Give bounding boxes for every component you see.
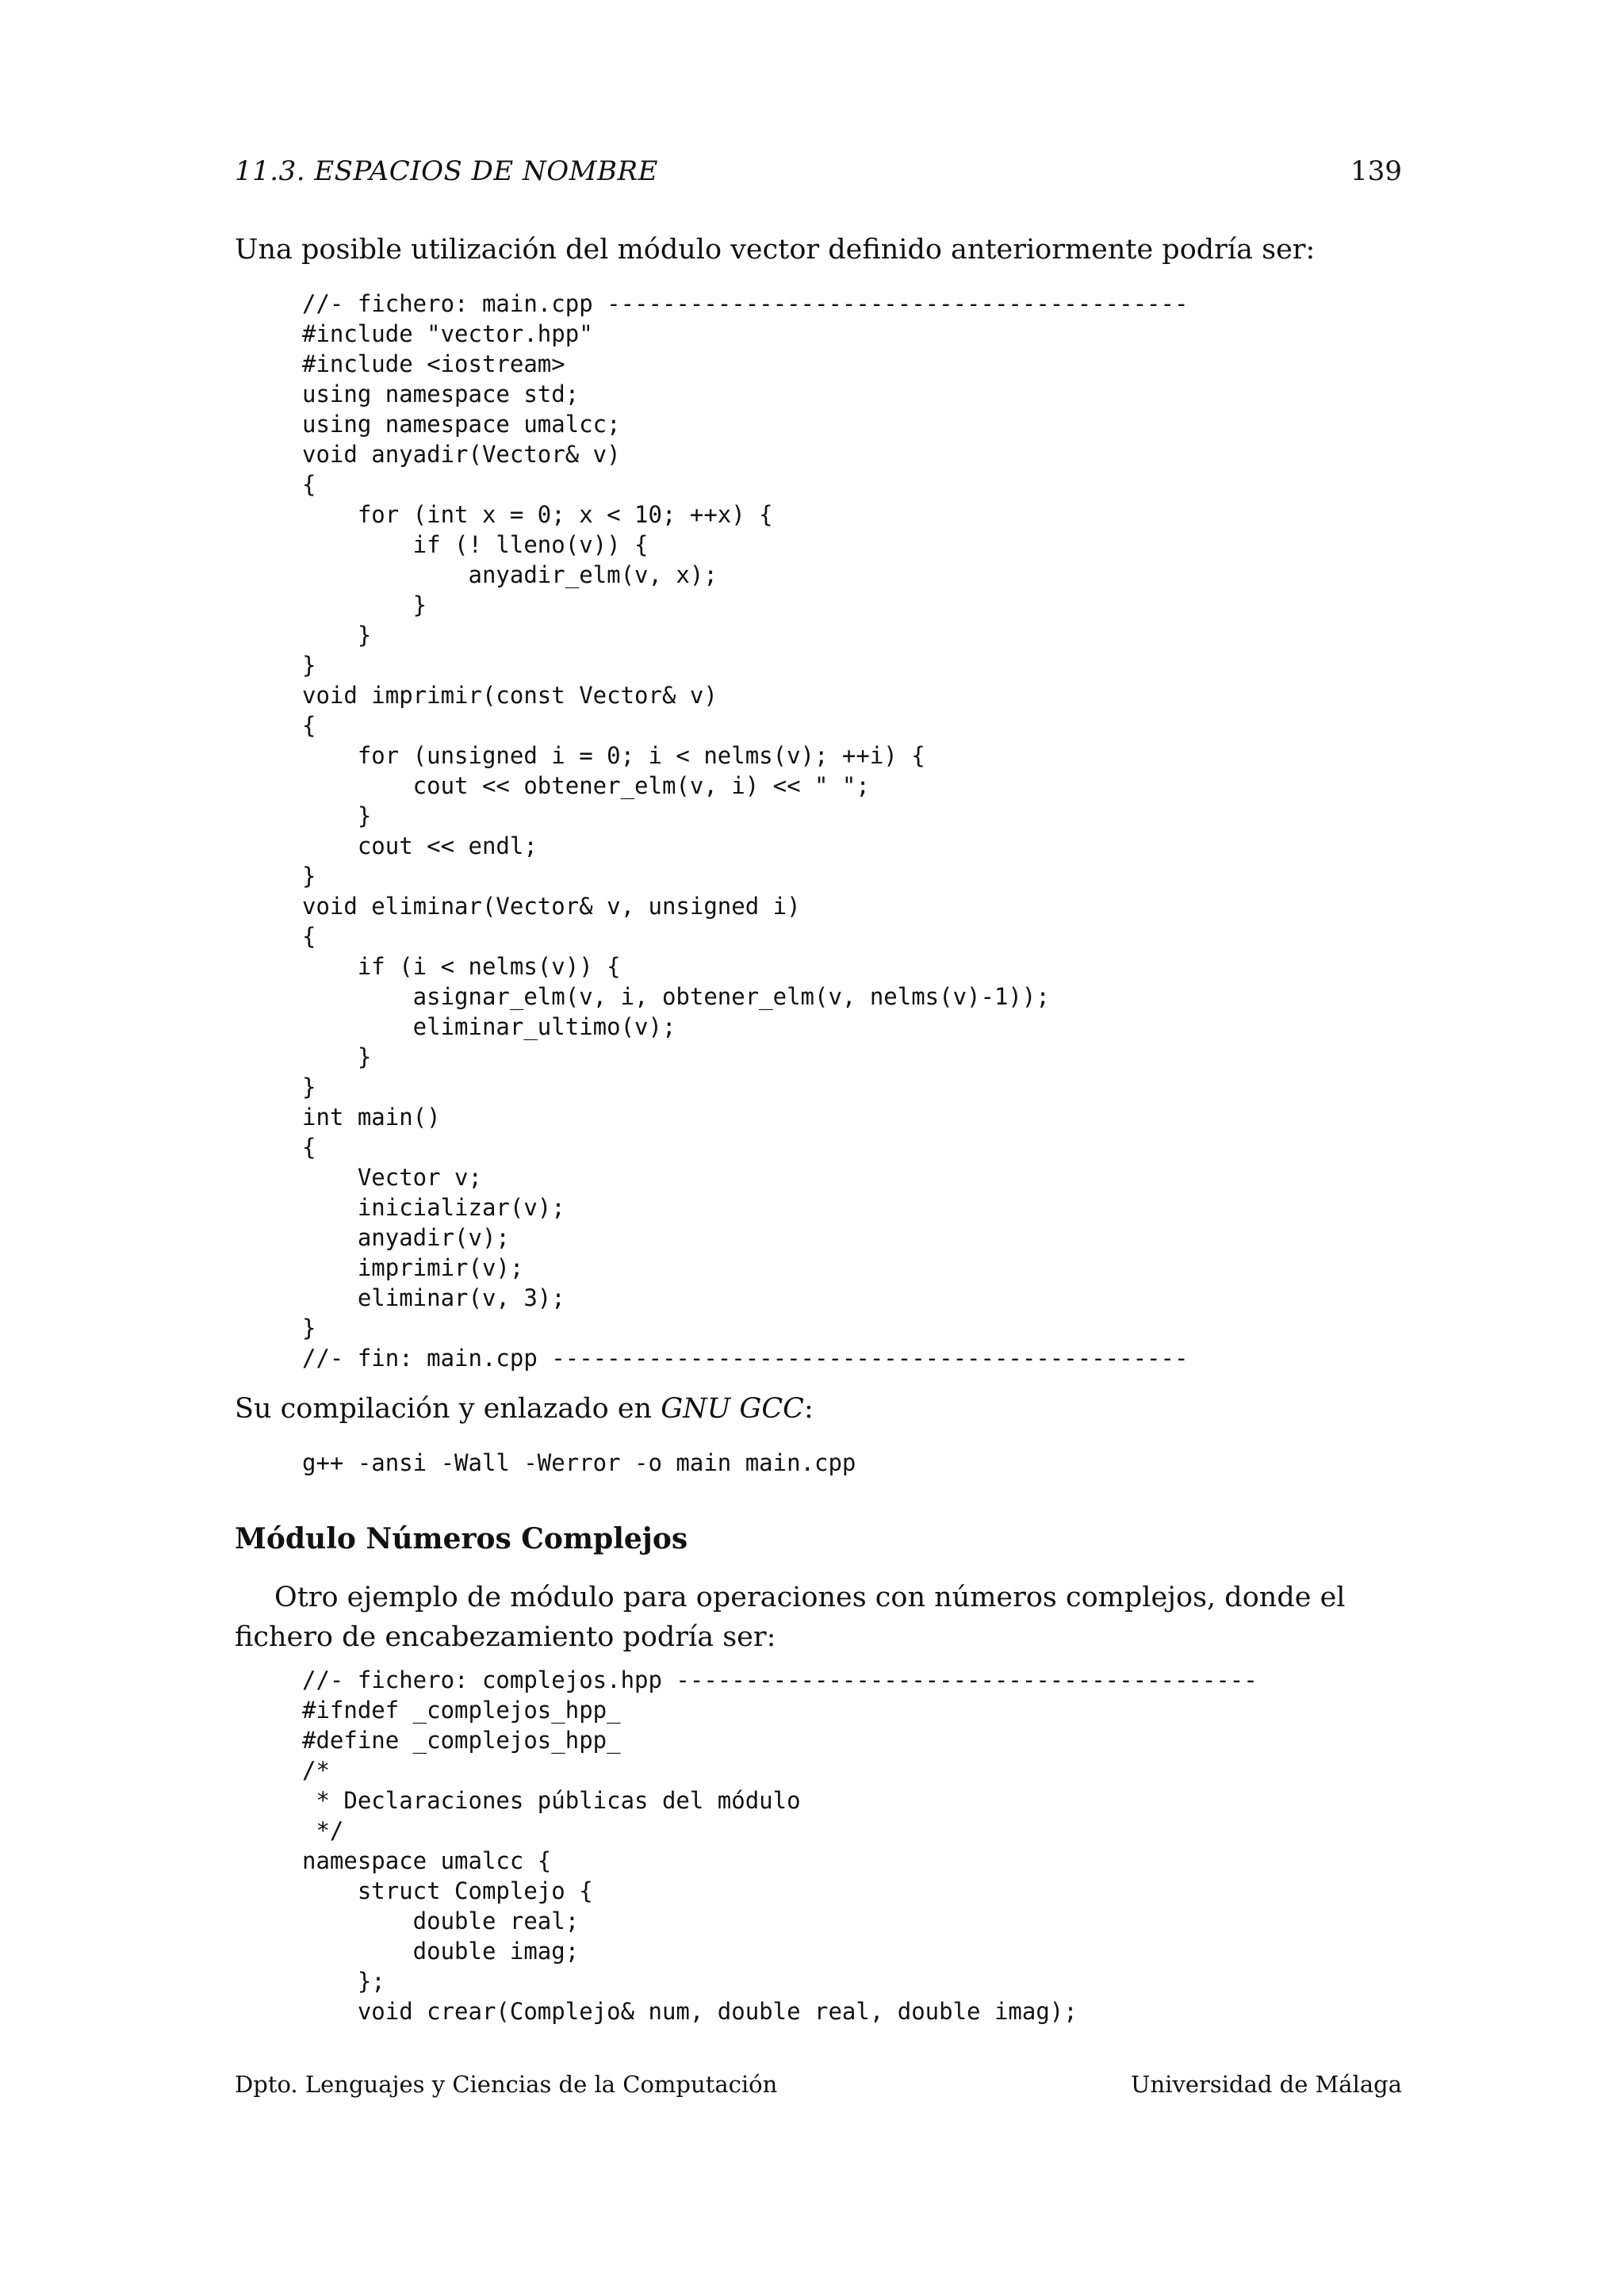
code-line: cout << endl; [302,832,538,859]
code-line: } [302,1043,372,1070]
code-line: void anyadir(Vector& v) [302,441,621,468]
code-line: double imag; [302,1938,580,1965]
code-line: double real; [302,1908,580,1934]
code-line: } [302,1314,316,1341]
code-line: } [302,652,316,679]
code-line: asignar_elm(v, i, obtener_elm(v, nelms(v)-1)); [302,983,1050,1010]
compile-paragraph [235,1389,1402,1429]
code-line: Vector v; [302,1164,482,1191]
section-header: 11.3. ESPACIOS DE NOMBRE [235,155,658,187]
code-line: { [302,471,316,498]
code-line: #define _complejos_hpp_ [302,1727,621,1754]
code-line: #include <iostream> [302,350,565,377]
code-line: eliminar(v, 3); [302,1284,565,1311]
code-line: int main() [302,1104,441,1131]
code-line: { [302,1134,316,1161]
code-line: for (int x = 0; x < 10; ++x) { [302,501,773,528]
code-line: void eliminar(Vector& v, unsigned i) [302,893,801,920]
code-line: void imprimir(const Vector& v) [302,682,718,709]
code-block-complejos [302,1665,1258,2026]
code-line: } [302,802,372,829]
code-block-main [302,289,1188,1373]
running-header [235,155,1402,193]
code-line: //- fichero: complejos.hpp ------------------------------------------ [302,1667,1258,1693]
code-line: } [302,1073,316,1100]
compile-colon: : [803,1393,814,1425]
page-footer [235,2071,1402,2106]
code-line: namespace umalcc { [302,1847,552,1874]
footer-department: Dpto. Lenguajes y Ciencias de la Computación [235,2071,778,2098]
code-line: { [302,923,316,950]
compile-text: Su compilación y enlazado en [235,1393,661,1425]
code-line: */ [302,1817,344,1844]
code-line: using namespace std; [302,381,580,408]
code-line: eliminar_ultimo(v); [302,1013,676,1040]
code-line: anyadir(v); [302,1224,510,1251]
code-line: * Declaraciones públicas del módulo [302,1787,801,1814]
section-title: Módulo Números Complejos [235,1522,688,1556]
intro-paragraph: Una posible utilización del módulo vector definido anteriormente podría ser: [235,234,1316,266]
code-line: anyadir_elm(v, x); [302,561,718,588]
code-line: //- fin: main.cpp ---------------------------------------------- [302,1345,1189,1372]
code-line: } [302,622,372,649]
code-line: #include "vector.hpp" [302,320,593,347]
code-line: void crear(Complejo& num, double real, double imag); [302,1998,1078,2025]
code-line: struct Complejo { [302,1877,593,1904]
footer-university: Universidad de Málaga [1131,2071,1402,2098]
code-line: if (! lleno(v)) { [302,531,649,558]
code-line: }; [302,1968,385,1995]
section-paragraph: Otro ejemplo de módulo para operaciones con números complejos, donde el fichero de encabezamiento podría ser: [235,1582,1346,1653]
code-line: { [302,712,316,739]
compile-tool: GNU GCC [661,1393,804,1425]
code-line: if (i < nelms(v)) { [302,953,621,980]
code-line: inicializar(v); [302,1194,565,1221]
code-line: for (unsigned i = 0; i < nelms(v); ++i) { [302,742,925,769]
code-line: using namespace umalcc; [302,411,621,438]
code-line: } [302,863,316,890]
page-number: 139 [1350,155,1402,187]
compile-command: g++ -ansi -Wall -Werror -o main main.cpp [302,1449,856,1476]
code-line: /* [302,1757,330,1784]
code-line: } [302,591,427,618]
code-line: #ifndef _complejos_hpp_ [302,1697,621,1724]
code-line: cout << obtener_elm(v, i) << " "; [302,772,870,799]
code-line: imprimir(v); [302,1254,524,1281]
code-line: //- fichero: main.cpp ------------------------------------------ [302,290,1189,317]
